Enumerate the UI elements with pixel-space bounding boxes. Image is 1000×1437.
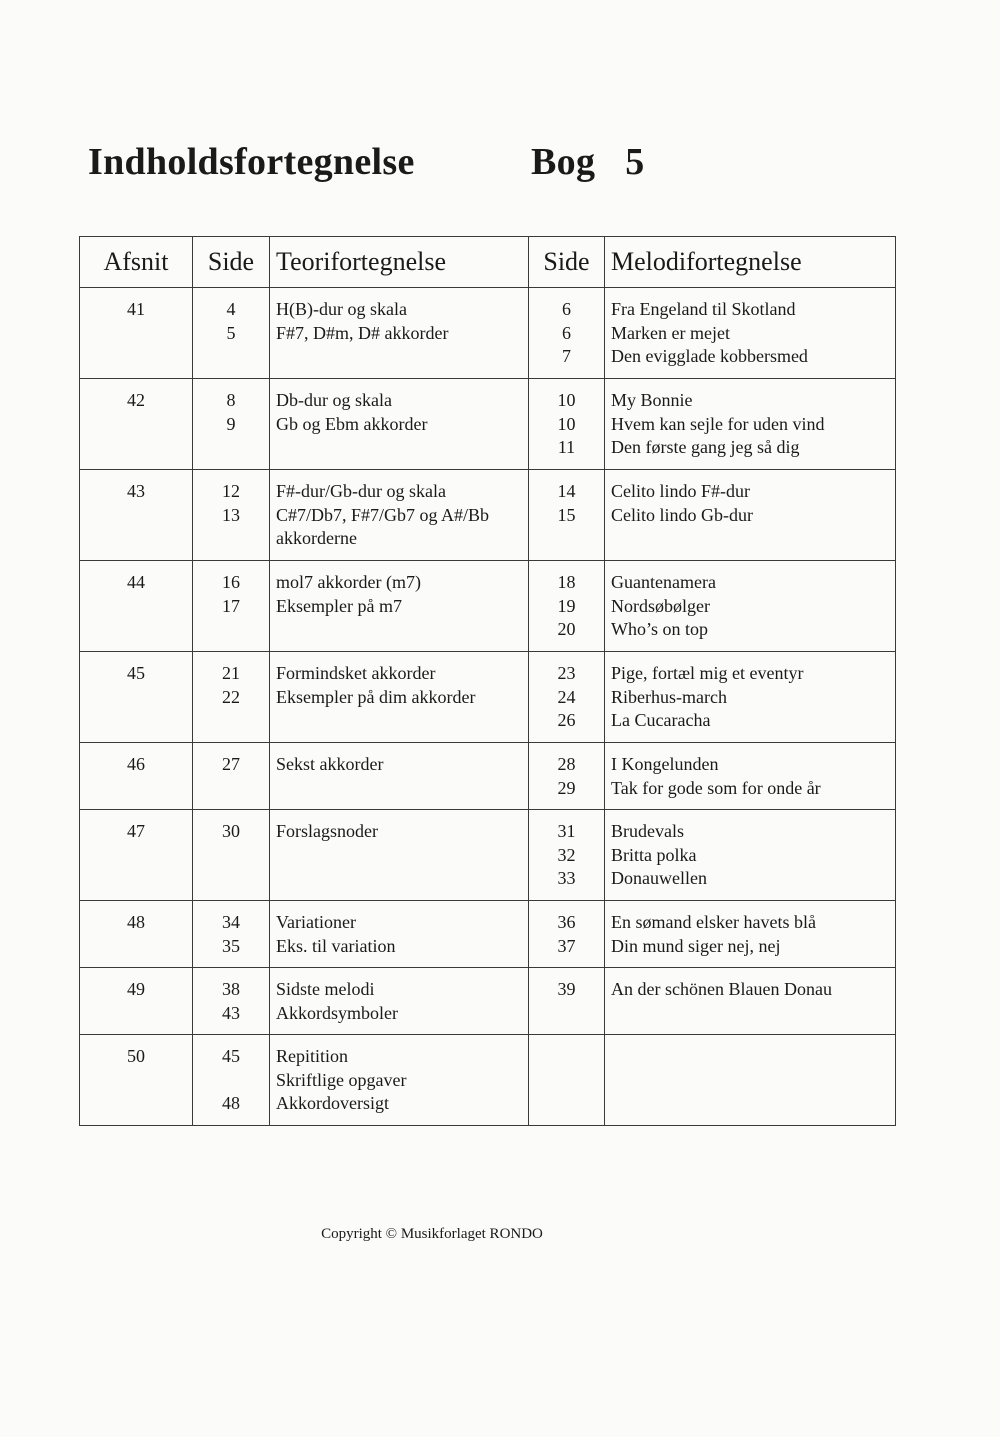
theory-topics <box>270 743 529 810</box>
theory-page-numbers-line: 16 <box>222 572 240 592</box>
melody-page-numbers <box>529 968 605 1035</box>
melody-titles-line: Nordsøbølger <box>611 595 710 616</box>
theory-page-numbers-line: 17 <box>222 595 240 616</box>
theory-page-numbers <box>193 652 270 743</box>
title-text: Indholdsfortegnelse <box>88 141 415 183</box>
section-number: 50 <box>80 1035 193 1126</box>
theory-topics-line: Eks. til variation <box>276 935 396 956</box>
theory-page-numbers-line: 5 <box>226 322 236 343</box>
copyright-notice: Copyright © Musikforlaget RONDO <box>321 1226 543 1242</box>
section-number: 42 <box>80 379 193 470</box>
theory-topics <box>270 968 529 1035</box>
melody-page-numbers-line: 7 <box>562 346 571 366</box>
theory-page-numbers-line: 45 <box>222 1046 240 1066</box>
melody-titles-line: Celito lindo F#-dur <box>611 481 750 501</box>
table-row <box>80 968 896 1035</box>
book-number: 5 <box>625 141 645 183</box>
table-row <box>80 743 896 810</box>
theory-page-numbers-line: 43 <box>222 1002 240 1023</box>
melody-titles-line: Din mund siger nej, nej <box>611 935 781 956</box>
theory-topics-line: Forslagsnoder <box>276 821 378 841</box>
melody-titles-line: Britta polka <box>611 844 697 865</box>
melody-titles <box>605 379 896 470</box>
theory-page-numbers-line: 21 <box>222 663 240 683</box>
theory-topics-line: Formindsket akkorder <box>276 663 436 683</box>
table-row <box>80 288 896 379</box>
header-melody: Melodifortegnelse <box>605 237 896 288</box>
section-number: 45 <box>80 652 193 743</box>
theory-topics-line: Akkordoversigt <box>276 1093 389 1113</box>
melody-titles-line: Hvem kan sejle for uden vind <box>611 413 825 434</box>
melody-page-numbers-line: 18 <box>557 572 576 592</box>
melody-titles-line: Tak for gode som for onde år <box>611 777 821 798</box>
theory-page-numbers-line: 13 <box>222 504 240 525</box>
melody-page-numbers <box>529 1035 605 1126</box>
theory-topics-line: F#-dur/Gb-dur og skala <box>276 481 446 501</box>
melody-page-numbers <box>529 901 605 968</box>
melody-titles-line: I Kongelunden <box>611 754 719 774</box>
melody-page-numbers-line: 36 <box>557 912 576 932</box>
theory-topics-line: Skriftlige opgaver <box>276 1069 407 1090</box>
melody-titles <box>605 810 896 901</box>
melody-titles-line: Den evigglade kobbersmed <box>611 346 808 366</box>
melody-page-numbers <box>529 743 605 810</box>
theory-page-numbers <box>193 288 270 379</box>
theory-page-numbers <box>193 379 270 470</box>
header-page: Side <box>193 237 270 288</box>
theory-topics-line: Gb og Ebm akkorder <box>276 413 428 434</box>
section-number: 43 <box>80 470 193 561</box>
melody-titles <box>605 1035 896 1126</box>
melody-page-numbers-line: 15 <box>557 504 576 525</box>
theory-topics <box>270 810 529 901</box>
theory-page-numbers <box>193 561 270 652</box>
theory-topics-line: Sekst akkorder <box>276 754 384 774</box>
melody-titles-line: Brudevals <box>611 821 684 841</box>
melody-page-numbers-line: 31 <box>557 821 576 841</box>
header-melody-page: Side <box>529 237 605 288</box>
melody-page-numbers-line: 26 <box>557 710 576 730</box>
melody-titles-line: En sømand elsker havets blå <box>611 912 816 932</box>
header-section: Afsnit <box>80 237 193 288</box>
section-number: 47 <box>80 810 193 901</box>
melody-titles <box>605 561 896 652</box>
melody-titles-line: Fra Engeland til Skotland <box>611 299 796 319</box>
melody-titles-line: La Cucaracha <box>611 710 711 730</box>
melody-page-numbers-line: 28 <box>557 754 576 774</box>
theory-page-numbers-line: 30 <box>222 821 240 841</box>
melody-titles-line: Guantenamera <box>611 572 716 592</box>
theory-topics <box>270 561 529 652</box>
theory-page-numbers-line: 48 <box>222 1093 240 1113</box>
theory-topics-line: Variationer <box>276 912 356 932</box>
theory-topics-line: C#7/Db7, F#7/Gb7 og A#/Bb <box>276 504 490 525</box>
melody-titles <box>605 470 896 561</box>
melody-page-numbers <box>529 561 605 652</box>
theory-page-numbers-line <box>199 1069 263 1093</box>
melody-titles-line: An der schönen Blauen Donau <box>611 979 832 999</box>
melody-page-numbers <box>529 288 605 379</box>
melody-page-numbers-line: 6 <box>562 299 571 319</box>
theory-topics-line: H(B)-dur og skala <box>276 299 407 319</box>
melody-page-numbers-line: 24 <box>557 686 576 707</box>
theory-page-numbers <box>193 810 270 901</box>
theory-topics-line: Akkordsymboler <box>276 1002 398 1023</box>
contents-table <box>79 236 896 1126</box>
melody-titles <box>605 968 896 1035</box>
table-body <box>80 288 896 1126</box>
theory-topics-line: Repitition <box>276 1046 348 1066</box>
table-row <box>80 1035 896 1126</box>
melody-titles-line: Donauwellen <box>611 868 707 888</box>
theory-topics-line: Eksempler på dim akkorder <box>276 686 476 707</box>
melody-page-numbers <box>529 810 605 901</box>
table-row <box>80 561 896 652</box>
section-number: 41 <box>80 288 193 379</box>
theory-topics <box>270 901 529 968</box>
melody-page-numbers-line: 11 <box>557 437 576 457</box>
theory-page-numbers <box>193 470 270 561</box>
theory-page-numbers-line: 35 <box>222 935 240 956</box>
melody-titles <box>605 288 896 379</box>
melody-titles <box>605 901 896 968</box>
theory-topics <box>270 1035 529 1126</box>
theory-page-numbers-line: 22 <box>222 686 240 707</box>
table-row <box>80 652 896 743</box>
melody-titles-line: Den første gang jeg så dig <box>611 437 800 457</box>
melody-page-numbers-line: 10 <box>557 390 576 410</box>
melody-page-numbers-line: 23 <box>557 663 576 683</box>
theory-topics-line: akkorderne <box>276 528 357 548</box>
table-row <box>80 470 896 561</box>
melody-titles <box>605 652 896 743</box>
theory-topics-line: Db-dur og skala <box>276 390 392 410</box>
book-label: Bog 5 <box>531 141 645 183</box>
melody-page-numbers <box>529 470 605 561</box>
theory-page-numbers-line: 12 <box>222 481 240 501</box>
theory-topics-line: mol7 akkorder (m7) <box>276 572 421 592</box>
theory-page-numbers-line: 34 <box>222 912 240 932</box>
melody-page-numbers-line: 33 <box>557 868 576 888</box>
theory-page-numbers-line: 8 <box>226 390 236 410</box>
melody-titles-line: Marken er mejet <box>611 322 730 343</box>
melody-titles-line: Celito lindo Gb-dur <box>611 504 753 525</box>
section-number: 44 <box>80 561 193 652</box>
section-number: 49 <box>80 968 193 1035</box>
section-number: 48 <box>80 901 193 968</box>
melody-titles-line: Pige, fortæl mig et eventyr <box>611 663 804 683</box>
section-number: 46 <box>80 743 193 810</box>
melody-titles-line: Who’s on top <box>611 619 708 639</box>
melody-page-numbers-line: 10 <box>557 413 576 434</box>
theory-page-numbers-line: 38 <box>222 979 240 999</box>
melody-page-numbers-line: 20 <box>557 619 576 639</box>
theory-topics <box>270 470 529 561</box>
melody-page-numbers-line: 29 <box>557 777 576 798</box>
melody-titles-line: Riberhus-march <box>611 686 727 707</box>
melody-page-numbers-line: 14 <box>557 481 576 501</box>
theory-page-numbers <box>193 968 270 1035</box>
page-title <box>88 140 645 184</box>
theory-page-numbers-line <box>199 527 263 551</box>
melody-page-numbers-line: 6 <box>562 322 571 343</box>
header-row <box>80 237 896 288</box>
theory-topics <box>270 379 529 470</box>
theory-topics <box>270 652 529 743</box>
theory-page-numbers-line: 27 <box>222 754 240 774</box>
table-row <box>80 810 896 901</box>
theory-page-numbers-line: 9 <box>226 413 236 434</box>
melody-page-numbers <box>529 379 605 470</box>
melody-page-numbers <box>529 652 605 743</box>
theory-topics-line: Eksempler på m7 <box>276 595 402 616</box>
theory-page-numbers <box>193 901 270 968</box>
melody-page-numbers-line: 32 <box>557 844 576 865</box>
table-row <box>80 901 896 968</box>
theory-page-numbers <box>193 1035 270 1126</box>
melody-titles-line: My Bonnie <box>611 390 693 410</box>
melody-page-numbers-line: 37 <box>557 935 576 956</box>
theory-page-numbers-line: 4 <box>226 299 236 319</box>
theory-topics <box>270 288 529 379</box>
theory-topics-line: F#7, D#m, D# akkorder <box>276 322 449 343</box>
table-row <box>80 379 896 470</box>
theory-page-numbers <box>193 743 270 810</box>
melody-page-numbers-line: 19 <box>557 595 576 616</box>
theory-topics-line: Sidste melodi <box>276 979 375 999</box>
melody-page-numbers-line: 39 <box>557 979 576 999</box>
header-theory: Teorifortegnelse <box>270 237 529 288</box>
melody-titles <box>605 743 896 810</box>
